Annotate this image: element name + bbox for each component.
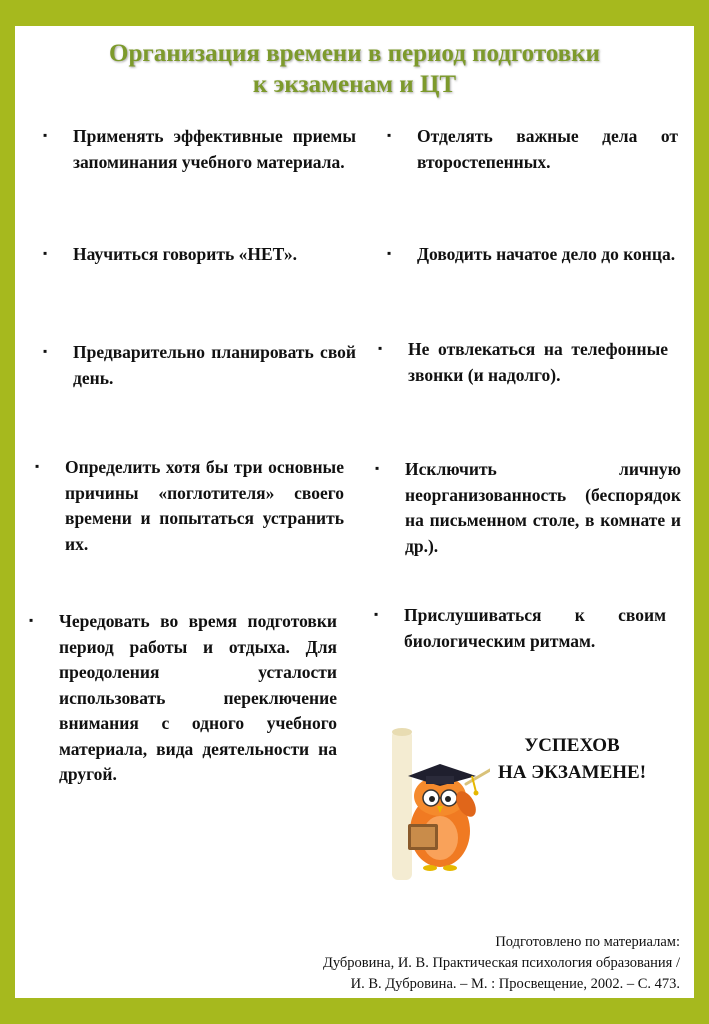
source-line-3: И. В. Дубровина. – М. : Просвещение, 2002. – С. 473. [350, 976, 680, 992]
list-item [378, 337, 668, 388]
list-item-text: Отделять важные дела от второстепенных. [417, 126, 678, 172]
list-item-text: Предварительно планировать свой день. [73, 342, 356, 388]
bullet-icon: ▪ [374, 607, 379, 621]
list-item-text: Прислушиваться к своим биологическим ритмам. [404, 605, 666, 651]
bullet-icon: ▪ [375, 461, 380, 475]
bullet-icon: ▪ [43, 344, 48, 358]
poster-page [15, 26, 694, 998]
list-item [387, 242, 678, 268]
success-line-2: НА ЭКЗАМЕНЕ! [497, 762, 647, 783]
list-item [387, 124, 678, 175]
bullet-icon: ▪ [387, 246, 392, 260]
list-item [29, 609, 337, 788]
success-line-1: УСПЕХОВ [524, 735, 620, 756]
list-item [375, 457, 681, 559]
list-item [43, 124, 356, 175]
list-item-text: Исключить личную неорганизованность (беспорядок на письменном столе, в комнате и др.). [405, 459, 681, 556]
bullet-icon: ▪ [29, 613, 34, 627]
list-item-text: Чередовать во время подготовки период работы и отдыха. Для преодоления усталости использовать переключение внимания с одного учебного материала, вида деятельности на другой. [59, 611, 337, 784]
owl-teacher-icon [386, 726, 490, 886]
title-line-1: Организация времени в период подготовки [109, 40, 600, 67]
bullet-icon: ▪ [43, 246, 48, 260]
list-item [374, 603, 666, 654]
page-title [15, 38, 694, 100]
list-item-text: Доводить начатое дело до конца. [417, 244, 676, 264]
list-item [43, 242, 356, 268]
source-line-1: Подготовлено по материалам: [495, 934, 680, 950]
list-item-text: Применять эффективные приемы запоминания учебного материала. [73, 126, 356, 172]
source-line-2: Дубровина, И. В. Практическая психология образования / [322, 955, 680, 971]
list-item-text: Определить хотя бы три основные причины «поглотителя» своего времени и попытаться устранить их. [65, 457, 344, 554]
bullet-icon: ▪ [378, 341, 383, 355]
source-citation [220, 932, 680, 995]
list-item [35, 455, 344, 557]
bullet-icon: ▪ [43, 128, 48, 142]
success-message [477, 732, 667, 786]
bullet-icon: ▪ [35, 459, 40, 473]
list-item [43, 340, 356, 391]
list-item-text: Научиться говорить «НЕТ». [73, 244, 297, 264]
title-line-2: к экзаменам и ЦТ [252, 71, 457, 98]
bullet-icon: ▪ [387, 128, 392, 142]
list-item-text: Не отвлекаться на телефонные звонки (и надолго). [408, 339, 668, 385]
